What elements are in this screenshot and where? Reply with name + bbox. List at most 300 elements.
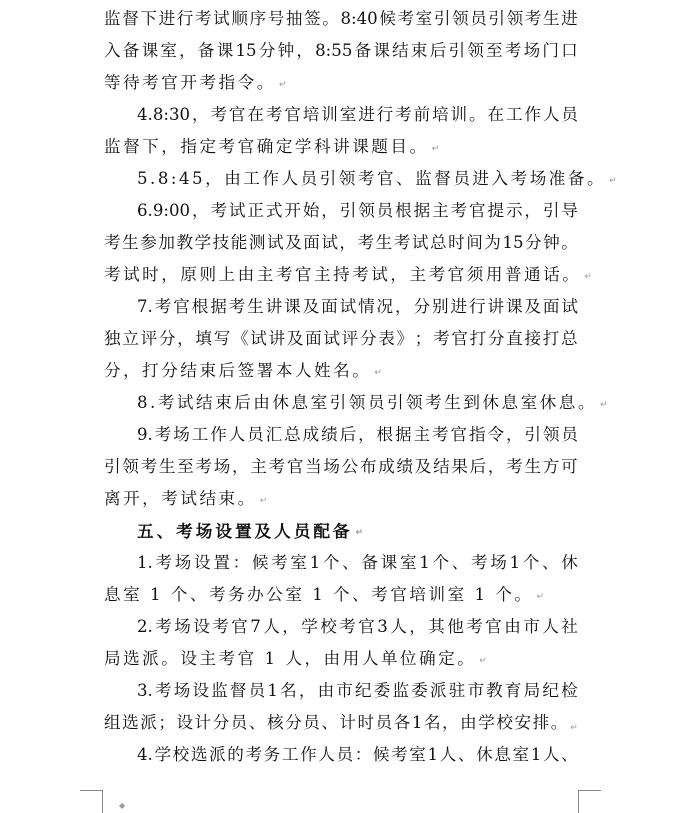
line-glyph: 监 [211,681,228,700]
line-glyph: 纪 [355,681,372,700]
text-line [104,99,578,131]
line-glyph: 间 [466,233,483,252]
line-glyph: ， [395,297,412,316]
line-glyph: 后 [339,425,357,444]
text-line [104,259,595,291]
line-glyph: 培 [302,105,320,124]
text-line [104,35,578,67]
line-glyph: 学 [154,745,172,764]
line-glyph: 官 [228,105,246,124]
line-glyph: 其 [428,617,445,636]
line-glyph: 员 [561,425,578,444]
line-glyph: 入 [104,41,121,60]
line-text: 局选派。设主考官 1 人，由用人单位确定。 [104,649,477,668]
line-glyph: 试 [339,297,357,316]
line-glyph: 汇 [265,425,283,444]
paragraph-mark-icon: ↵ [479,655,490,666]
line-glyph: 根 [376,425,394,444]
line-glyph: 室 [160,41,177,60]
line-glyph: 考 [433,329,450,348]
line-glyph: 训 [450,105,468,124]
line-glyph: 生 [524,457,542,476]
line-glyph: 成 [378,457,395,476]
line-glyph: 、 [561,745,578,764]
text-line [104,707,578,739]
line-glyph: 绩 [321,425,338,444]
line-glyph: 行 [468,297,486,316]
line-glyph: 3 [377,617,388,636]
line-glyph: 别 [432,297,449,316]
line-glyph: 考 [504,41,522,60]
line-glyph: 签 [304,9,321,28]
line-glyph: 考 [155,617,172,636]
text-line [104,451,578,483]
line-glyph: 加 [158,233,175,252]
line-glyph: 学 [194,233,212,252]
line-glyph: 7 [250,617,261,636]
line-glyph: 、 [542,553,559,572]
line-glyph: 驻 [448,681,466,700]
line-glyph: 员 [376,201,394,220]
line-glyph: 况 [376,297,394,316]
line-glyph: 督 [122,9,139,28]
text-line [104,131,578,163]
line-glyph: 为 [484,233,501,252]
line-glyph: 及 [524,297,542,316]
line-glyph: 根 [191,297,209,316]
text-line [104,675,578,707]
line-glyph: 1 [309,553,321,572]
line-glyph: 纪 [542,681,559,700]
line-glyph: 指 [468,425,486,444]
line-glyph: 试 [213,9,230,28]
line-glyph: 官 [450,425,468,444]
line-glyph: 进 [561,9,578,28]
line-glyph: 试 [411,233,429,252]
line-glyph: 引 [524,425,542,444]
line-glyph: 官 [286,457,304,476]
line-glyph: 导 [561,201,578,220]
line-glyph: 官 [451,329,468,348]
line-glyph: 场 [523,41,541,60]
line-glyph: 作 [524,105,542,124]
line-glyph: 2. [137,617,153,636]
line-glyph: 分 [487,329,505,348]
line-glyph: 结 [392,41,409,60]
line-glyph: 名 [423,713,441,732]
line-glyph: 结 [433,457,450,476]
line-glyph: ， [191,105,209,124]
line-glyph: 面 [542,297,560,316]
paragraph-mark-icon: ↵ [431,143,442,154]
line-glyph: 监 [392,681,410,700]
line-glyph: 及 [302,297,320,316]
line-glyph: 考 [524,9,542,28]
line-glyph: 课 [380,553,398,572]
line-glyph: 由 [317,681,335,700]
line-glyph: 8:55 [315,41,353,60]
line-glyph: 考 [268,457,286,476]
line-glyph: 4. [137,745,153,764]
line-glyph: 室 [339,105,357,124]
line-glyph: 社 [561,617,578,636]
line-glyph: 室 [399,553,417,572]
line-glyph: 设 [192,681,210,700]
line-glyph: ， [191,201,209,220]
line-glyph: 8:40 [340,9,378,28]
line-glyph: 始 [302,201,320,220]
line-glyph: 钟 [543,233,560,252]
line-text: 分，打分结束后签署本人姓名。 [104,361,372,380]
line-glyph: 息 [494,745,511,764]
line-glyph: 的 [227,745,244,764]
line-glyph: 果 [451,457,468,476]
line-glyph: 他 [447,617,464,636]
line-glyph: 生 [542,9,560,28]
line-glyph: 后 [429,41,447,60]
line-glyph: ， [296,41,313,60]
line-glyph: 序 [249,9,267,28]
line-glyph: 教 [176,233,194,252]
line-glyph: 监 [104,9,121,28]
line-text: 离开，考试结束。 [104,489,257,508]
text-line [104,611,578,643]
line-glyph: 据 [413,201,431,220]
line-glyph: 课 [216,41,234,60]
line-glyph: ， [177,329,194,348]
line-glyph: 。 [469,105,486,124]
line-glyph: 考 [195,457,212,476]
line-glyph: 进 [450,297,468,316]
line-glyph: 务 [263,745,281,764]
line-glyph: 课 [141,41,159,60]
text-line [104,3,578,35]
line-glyph: 能 [230,233,248,252]
line-glyph: 考 [212,617,229,636]
line-glyph: ， [442,713,459,732]
line-glyph: 计 [339,713,357,732]
line-glyph: 考 [391,745,408,764]
line-glyph: 至 [486,41,503,60]
line-text: 等待考官开考指令。 [104,73,276,92]
line-glyph: 候 [379,9,396,28]
line-glyph: 育 [504,681,522,700]
line-glyph: 后 [469,457,487,476]
line-glyph: 打 [469,329,487,348]
text-line [104,195,578,227]
line-glyph: 考 [154,425,172,444]
line-glyph: ， [321,201,338,220]
line-glyph: ， [505,425,523,444]
line-glyph: 4.8:30 [137,105,191,124]
line-glyph: 》 [396,329,414,348]
line-glyph: 室 [409,745,426,764]
line-glyph: 员 [247,425,264,444]
line-glyph: 领 [542,425,560,444]
line-glyph: 主 [432,201,449,220]
line-glyph: 官 [469,201,486,220]
line-glyph: 考 [228,297,246,316]
line-glyph: 引 [542,201,560,220]
line-glyph: 考 [506,457,523,476]
line-glyph: 官 [284,105,301,124]
text-line [104,387,611,419]
text-line [104,355,578,387]
line-glyph: 时 [448,233,465,252]
line-glyph: 课 [373,41,390,60]
line-glyph: 检 [561,681,578,700]
line-glyph: 委 [373,681,391,700]
line-glyph: 、 [451,553,469,572]
line-glyph: 组 [104,713,121,732]
line-glyph: 分 [285,713,302,732]
line-glyph: 写 [213,329,231,348]
line-glyph: 市 [523,617,540,636]
line-glyph: 情 [358,297,375,316]
line-glyph: 学 [478,713,495,732]
crop-mark-left [80,790,103,813]
line-glyph: 官 [485,617,502,636]
line-glyph: ， [339,233,357,252]
crop-mark-right [578,790,601,813]
line-glyph: 据 [210,297,227,316]
line-glyph: 1. [137,553,153,572]
line-glyph: 排 [532,713,550,732]
line-glyph: 由 [460,713,477,732]
line-glyph: 束 [410,41,428,60]
line-glyph: 试 [228,201,246,220]
line-glyph: 讲 [487,297,505,316]
line-glyph: 令 [487,425,505,444]
line-glyph: 7. [137,297,153,316]
line-glyph: 试 [321,233,338,252]
line-glyph: 总 [284,425,301,444]
line-glyph: 派 [140,713,157,732]
line-glyph: 示 [505,201,523,220]
line-glyph: 员 [561,105,578,124]
line-glyph: 。 [322,9,339,28]
text-line [104,163,620,195]
line-glyph: ， [282,617,299,636]
line-glyph: 官 [358,617,375,636]
line-glyph: 个 [432,553,450,572]
text-line [104,579,578,611]
line-glyph: 委 [411,681,428,700]
line-glyph: 考 [155,553,173,572]
paragraph-mark-icon: ↵ [584,271,595,282]
line-glyph: 布 [359,457,377,476]
line-glyph: 考 [470,553,488,572]
line-glyph: 分 [413,297,431,316]
line-glyph: 考 [245,745,263,764]
line-glyph: 评 [341,329,359,348]
line-glyph: 1 [427,745,439,764]
line-glyph: 根 [395,201,412,220]
line-glyph: 休 [476,745,493,764]
line-glyph: 备 [197,41,215,60]
line-glyph: 员 [375,713,393,732]
line-glyph: 校 [496,713,513,732]
line-glyph: 考 [395,105,412,124]
line-glyph: 开 [284,201,301,220]
line-glyph: 员 [248,681,266,700]
line-glyph: 下 [140,9,157,28]
line-glyph: 1 [509,553,521,572]
line-text: 8.考试结束后由休息室引领员引领考生到休息室休息。 [137,393,597,412]
line-glyph: 在 [247,105,264,124]
line-text: 息室 1 个、考务办公室 1 个、考官培训室 1 个。 [104,585,534,604]
line-glyph: 室 [290,553,307,572]
line-glyph: 《 [231,329,249,348]
line-glyph: 6.9:00 [137,201,191,220]
line-glyph: 置 [213,553,230,572]
line-glyph: 。 ↵ [550,713,578,733]
line-glyph: 设 [193,617,210,636]
line-glyph: 可 [561,457,578,476]
line-glyph: 立 [122,329,139,348]
line-glyph: 进 [358,105,375,124]
line-glyph: 及 [414,457,432,476]
line-glyph: 3. [137,681,153,700]
line-glyph: 引 [339,201,357,220]
paragraph-mark-icon: ↵ [609,175,620,186]
line-glyph: 校 [320,617,337,636]
line-glyph: 面 [305,329,322,348]
line-glyph: 主 [250,457,267,476]
line-glyph: ： [232,553,250,572]
line-glyph: 至 [177,457,194,476]
line-glyph: 工 [281,745,299,764]
line-glyph: 场 [174,553,192,572]
line-glyph: 讲 [268,329,286,348]
line-glyph: 核 [266,713,284,732]
line-glyph: 主 [413,425,431,444]
line-glyph: ， [179,41,196,60]
line-glyph: 工 [191,425,209,444]
paragraph-mark-icon: ↵ [570,723,578,733]
line-glyph: 领 [506,9,524,28]
line-glyph: 绩 [396,457,414,476]
line-glyph: 技 [212,233,230,252]
line-glyph: 局 [523,681,541,700]
line-glyph: 休 [561,553,578,572]
line-glyph: 设 [176,713,194,732]
text-line [104,739,578,771]
line-glyph: 、 [342,553,359,572]
line-glyph: 15 [502,233,524,252]
line-glyph: 及 [285,233,302,252]
line-glyph: 参 [140,233,157,252]
line-glyph: 备 [361,553,378,572]
line-glyph: 考 [154,297,172,316]
line-glyph: 测 [248,233,266,252]
line-glyph: 引 [433,9,451,28]
paragraph-mark-icon: ↵ [374,367,385,378]
line-glyph: 考 [210,201,228,220]
line-glyph: 员 [470,9,487,28]
line-text: 考试时，原则上由主考官主持考试，主考官须用普通话。 [104,265,582,284]
line-glyph: ： [354,745,372,764]
line-glyph: 员 [303,713,320,732]
line-glyph: 场 [323,457,340,476]
line-glyph: 生 [375,233,393,252]
line-glyph: 工 [505,105,523,124]
line-glyph: 试 [266,233,284,252]
line-glyph: 独 [104,329,121,348]
line-glyph: 进 [158,9,176,28]
line-glyph: 讲 [265,297,283,316]
line-glyph: 培 [432,105,449,124]
line-glyph: 人 [228,425,246,444]
line-glyph: 派 [429,681,447,700]
line-glyph: 场 [490,553,507,572]
line-glyph: 钟 [277,41,295,60]
footer-mark: ◆ [119,801,126,810]
line-glyph: 教 [486,681,503,700]
line-glyph: ， [231,457,249,476]
line-glyph: 学 [301,617,318,636]
line-glyph: 考 [140,457,158,476]
line-glyph: ， [487,457,505,476]
line-glyph: 人 [390,617,407,636]
section-heading [104,515,578,547]
line-glyph: 考 [450,201,468,220]
line-glyph: 总 [429,233,447,252]
line-glyph: ， [524,201,542,220]
line-glyph: 督 [229,681,247,700]
line-glyph: 引 [104,457,121,476]
line-glyph: 引 [488,9,506,28]
line-glyph: 成 [302,425,320,444]
line-glyph: 行 [176,9,194,28]
line-glyph: 领 [358,201,375,220]
text-line [104,291,578,323]
line-glyph: 个 [322,553,340,572]
line-glyph: 人 [542,105,560,124]
line-glyph: 打 [542,329,560,348]
line-glyph: 作 [210,425,227,444]
line-glyph: 行 [376,105,394,124]
line-glyph: 考 [271,553,288,572]
line-text: 监督下，指定考官确定学科讲课题目。 [104,137,429,156]
line-glyph: ， [409,617,426,636]
line-glyph: 室 [415,9,433,28]
line-glyph: 生 [158,457,176,476]
line-glyph: 人 [542,617,559,636]
line-glyph: 1 [419,553,430,572]
line-glyph: 前 [413,105,431,124]
line-glyph: 候 [372,745,390,764]
line-glyph: 顺 [231,9,248,28]
line-glyph: 室 [512,745,530,764]
line-glyph: 人 [263,617,280,636]
line-glyph: 分 [359,329,377,348]
line-glyph: 人 [439,745,457,764]
line-glyph: 计 [194,713,212,732]
line-glyph: 方 [542,457,560,476]
line-glyph: 作 [300,745,317,764]
document-body [104,3,620,771]
line-glyph: 考 [265,105,283,124]
line-glyph: 总 [561,329,578,348]
line-glyph: 官 [173,297,190,316]
line-glyph: 员 [336,745,354,764]
line-glyph: 考 [397,9,415,28]
paragraph-mark-icon: ↵ [536,591,547,602]
text-line [104,419,578,451]
line-glyph: 考 [104,233,121,252]
line-glyph: 官 [231,617,248,636]
